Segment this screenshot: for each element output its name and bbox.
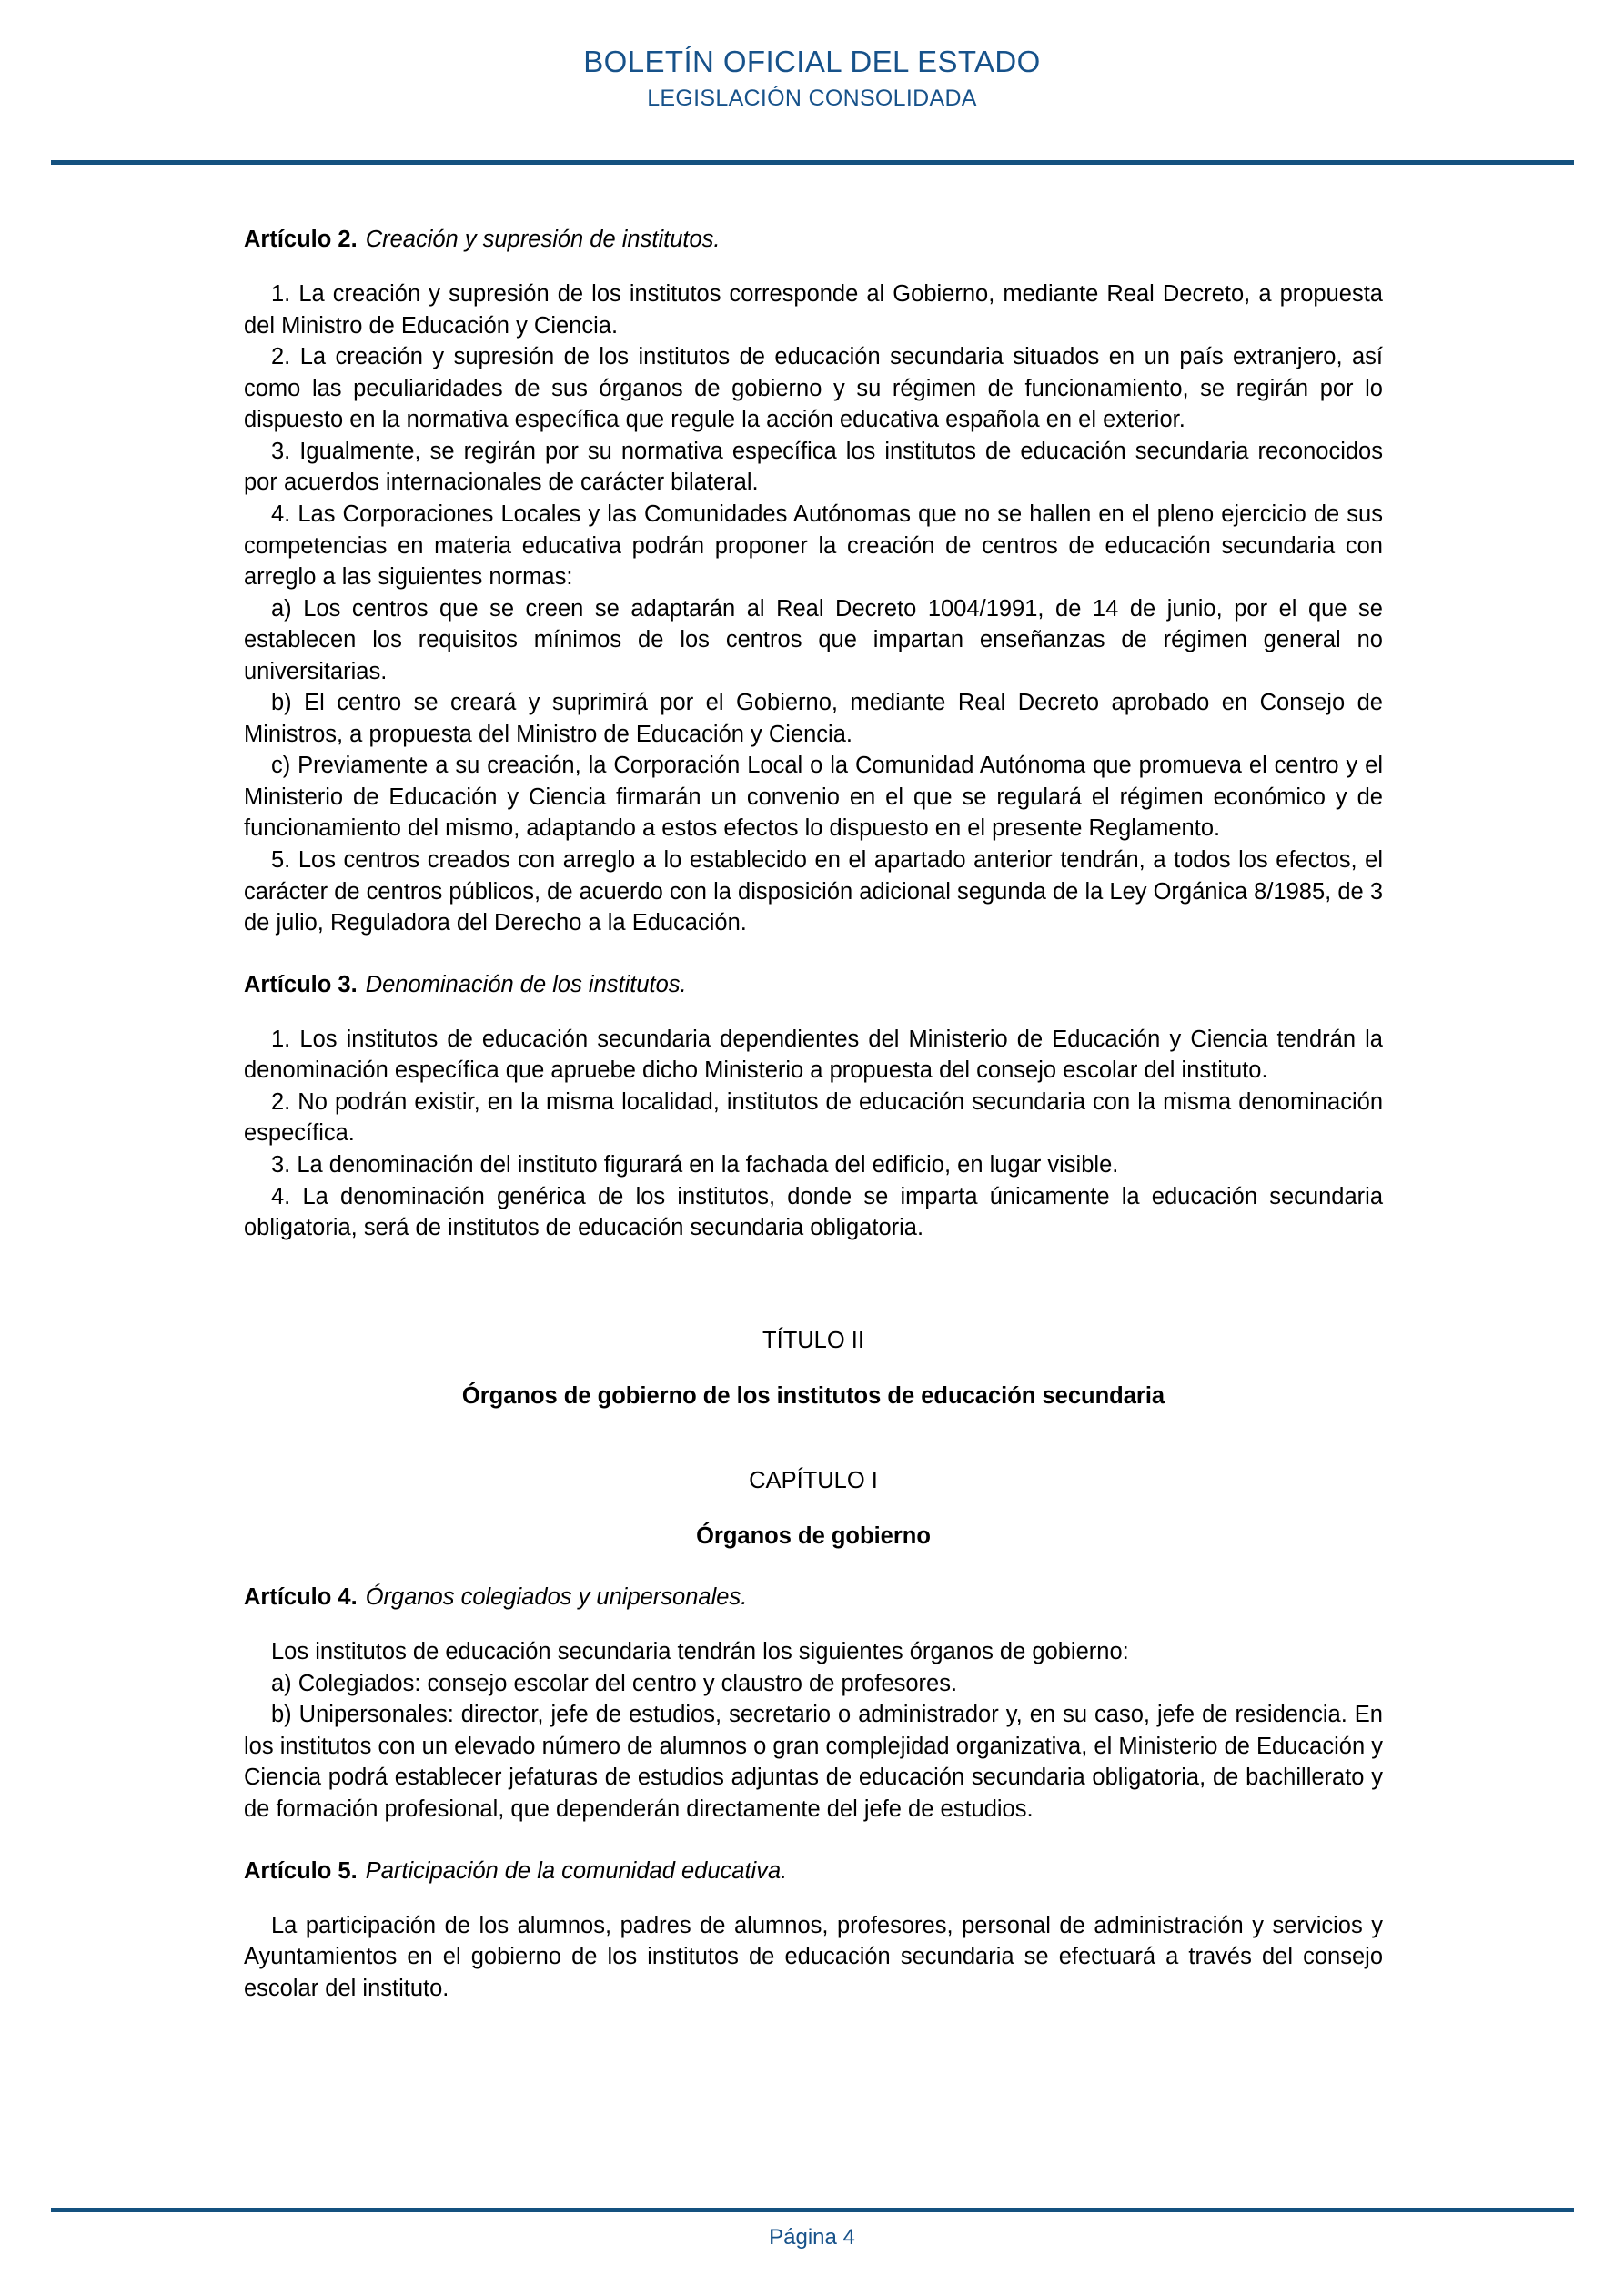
paragraph: 4. Las Corporaciones Locales y las Comunidades Autónomas que no se hallen en el pleno ejercicio de sus competencias en materia educativa podrán proponer la creación de centros de educación secundaria con arreglo a las siguientes normas: (244, 501, 1383, 591)
article-heading-3 (244, 970, 1383, 1000)
masthead-subtitle: LEGISLACIÓN CONSOLIDADA (647, 86, 977, 112)
article-number-2: Artículo 2. (244, 227, 358, 252)
paragraph: 1. La creación y supresión de los institutos corresponde al Gobierno, mediante Real Decreto, a propuesta del Ministro de Educación y Ciencia. (244, 281, 1383, 339)
page-number: Página 4 (769, 2225, 855, 2250)
article-title-2: Creación y supresión de institutos. (365, 227, 721, 252)
paragraph: 4. La denominación genérica de los institutos, donde se imparta únicamente la educación secundaria obligatoria, será de institutos de educación secundaria obligatoria. (244, 1183, 1383, 1241)
article-number-4: Artículo 4. (244, 1584, 358, 1611)
article-title-4: Órganos colegiados y unipersonales. (365, 1584, 748, 1611)
paragraph: 5. Los centros creados con arreglo a lo establecido en el apartado anterior tendrán, a todos los efectos, el carácter de centros públicos, de acuerdo con la disposición adicional segunda de la Ley Orgánica 8/1985, de 3 de julio, Reguladora del Derecho a la Educación. (244, 846, 1383, 936)
article-heading-2 (244, 225, 1383, 255)
document-masthead (0, 44, 1624, 113)
masthead-title: BOLETÍN OFICIAL DEL ESTADO (583, 45, 1041, 78)
article-heading-5 (244, 1856, 1383, 1886)
capitulo-name: Órganos de gobierno (696, 1523, 931, 1550)
header-divider-rule (51, 160, 1574, 165)
titulo-name: Órganos de gobierno de los institutos de educación secundaria (461, 1382, 1165, 1409)
paragraph: Los institutos de educación secundaria tendrán los siguientes órganos de gobierno: (271, 1639, 1129, 1665)
article-title-3: Denominación de los institutos. (365, 971, 687, 997)
paragraph: 2. No podrán existir, en la misma localidad, institutos de educación secundaria con la misma denominación específica. (244, 1088, 1383, 1147)
document-body (244, 225, 1383, 2004)
article-section-2 (244, 225, 1383, 939)
footer-divider-rule (51, 2208, 1574, 2212)
article-section-5 (244, 1856, 1383, 2005)
paragraph: c) Previamente a su creación, la Corporación Local o la Comunidad Autónoma que promueva el centro y el Ministerio de Educación y Ciencia firmarán un convenio en el que se regulará el régimen económico y de funcionamiento del mismo, adaptando a estos efectos lo dispuesto en el presente Reglamento. (244, 753, 1383, 842)
paragraph: 2. La creación y supresión de los institutos de educación secundaria situados en un país extranjero, así como las peculiaridades de sus órganos de gobierno y su régimen de funcionamiento, se regirán por lo dispuesto en la normativa específica que regule la acción educativa española en el exterior. (244, 344, 1383, 433)
article-title-5: Participación de la comunidad educativa. (365, 1857, 788, 1884)
article-section-3 (244, 970, 1383, 1244)
paragraph: b) El centro se creará y suprimirá por el Gobierno, mediante Real Decreto aprobado en Consejo de Ministros, a propuesta del Ministro de Educación y Ciencia. (244, 690, 1383, 747)
article-section-4 (244, 1583, 1383, 1825)
article-heading-4 (244, 1583, 1383, 1613)
titulo-block (244, 1326, 1383, 1411)
paragraph: 1. Los institutos de educación secundaria dependientes del Ministerio de Educación y Ciencia tendrán la denominación específica que apruebe dicho Ministerio a propuesta del consejo escolar del instituto. (244, 1026, 1383, 1084)
paragraph: 3. Igualmente, se regirán por su normativa específica los institutos de educación secundaria reconocidos por acuerdos internacionales de carácter bilateral. (244, 438, 1383, 496)
article-number-5: Artículo 5. (244, 1857, 358, 1884)
titulo-label: TÍTULO II (762, 1327, 864, 1353)
paragraph: a) Los centros que se creen se adaptarán al Real Decreto 1004/1991, de 14 de junio, por el que se establecen los requisitos mínimos de los centros que impartan enseñanzas de régimen general no universitarias. (244, 595, 1383, 684)
paragraph: 3. La denominación del instituto figurará en la fachada del edificio, en lugar visible. (271, 1151, 1119, 1178)
paragraph: a) Colegiados: consejo escolar del centro y claustro de profesores. (271, 1670, 958, 1696)
capitulo-block (244, 1466, 1383, 1552)
capitulo-label: CAPÍTULO I (749, 1467, 878, 1493)
paragraph: La participación de los alumnos, padres de alumnos, profesores, personal de administración y servicios y Ayuntamientos en el gobierno de los institutos de educación secundaria se efectuará a través del consejo escolar del instituto. (244, 1912, 1383, 2001)
article-number-3: Artículo 3. (244, 971, 358, 997)
paragraph: b) Unipersonales: director, jefe de estudios, secretario o administrador y, en su caso, jefe de residencia. En los institutos con un elevado número de alumnos o gran complejidad organizativa, el Ministerio de Educación y Ciencia podrá establecer jefaturas de estudios adjuntas de educación secundaria obligatoria, de bachillerato y de formación profesional, que dependerán directamente del jefe de estudios. (244, 1702, 1383, 1823)
